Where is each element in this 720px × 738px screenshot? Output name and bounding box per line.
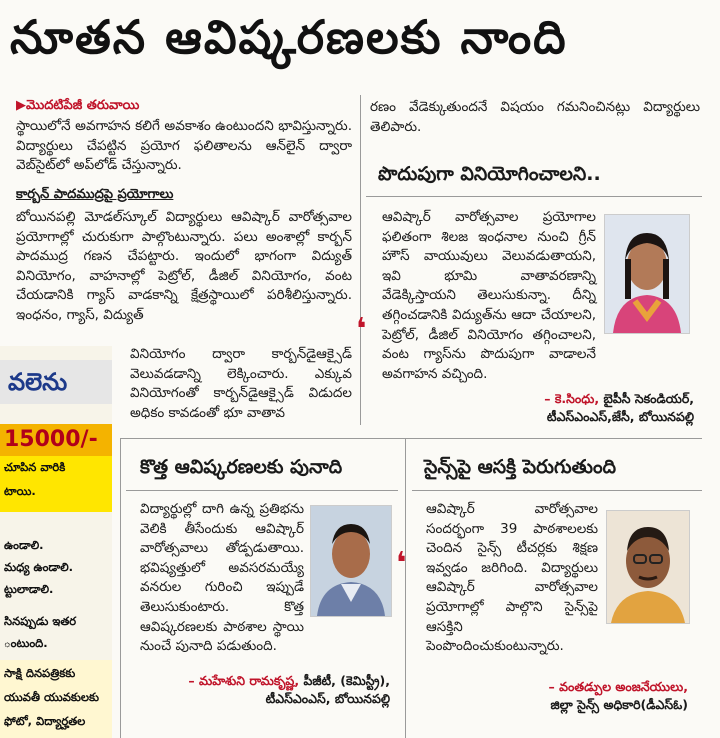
box1-byline xyxy=(480,390,694,426)
photo-officer-anjaneyulu xyxy=(606,510,690,624)
ad-line: చూపిన వారికి xyxy=(4,460,66,474)
box3-author-name: – వంతడ్పుల అంజనేయులు, xyxy=(548,679,688,694)
photo-teacher-ramakrishna xyxy=(310,505,392,617)
ad-line: ఫోటో, విద్యార్హతల xyxy=(4,714,86,728)
ad-line: సినప్పుడు ఇతర xyxy=(4,614,77,628)
box2-left-rule xyxy=(120,438,121,738)
ad-line: సాక్షి దినపత్రికకు xyxy=(4,666,76,680)
box2-author-role1: పీజీటీ, (కెమిస్ట్రీ), xyxy=(303,673,390,688)
box3-top-rule xyxy=(412,490,702,491)
box2-title: కొత్త ఆవిష్కరణలకు పునాది xyxy=(140,456,343,478)
box3-byline xyxy=(426,678,688,714)
quote-mark-icon: ❛ xyxy=(356,312,367,347)
quote-mark-icon: ❛ xyxy=(396,546,407,581)
box3-left-rule xyxy=(405,438,406,738)
col1-para3: వినియోగం ద్వారా కార్బన్‌డైఆక్సైడ్ వెలువడడాన్ని లెక్కించారు. ఎక్కువ వినియోగంతో కార్బన్‌డైఆక్సైడ్ విడుదల అధికం కావడంతో భూ వాతావ xyxy=(130,346,352,421)
box2-author-role2: టీఎస్‌ఎంఎస్, బోయినపల్లి xyxy=(265,691,390,706)
lower-section-rule xyxy=(120,438,702,439)
box2-top-rule xyxy=(126,490,398,491)
box1-title: పొదుపుగా వినియోగించాలని.. xyxy=(378,163,601,185)
ad-line: ట్టులాడాలి. xyxy=(4,582,54,596)
col2-para1: రణం వేడెక్కుతుందనే విషయం గమనించినట్లు విద్యార్థులు తెలిపారు. xyxy=(370,99,700,135)
ad-title: వలెను xyxy=(0,360,112,404)
box3-text: ఆవిష్కార్ వారోత్సవాల సందర్భంగా 39 పాఠశాలలకు చెందిన సైన్స్ టీచర్లకు శిక్షణ ఇవ్వడం జరిగింది. విద్యార్థులు ఆవిష్కార్ వారోత్సవాల ప్రయోగాల్లో పాల్గొని సైన్స్‌పై ఆసక్తిని పెంపొందించుకుంటున్నారు. xyxy=(426,501,598,655)
ad-line: ంటుంది. xyxy=(4,636,48,650)
ad-line: టాయి. xyxy=(4,484,36,498)
box3-author-role: జిల్లా సైన్స్ అధికారి(డీఎస్‌ఓ) xyxy=(550,697,688,712)
col1-para1: స్థాయిలోనే అవగాహన కలిగే అవకాశం ఉంటుందని భావిస్తున్నారు. విద్యార్థులు చేపట్టిన ప్రయోగ ఫలితాలను ఆన్‌లైన్ ద్వారా వెబ్‌సైట్‌లో అప్‌లోడ్ చేస్తున్నారు. xyxy=(16,118,352,174)
box1-author-name: – కె.సింధు, xyxy=(544,391,600,406)
column-divider xyxy=(360,95,361,425)
box1-author-role1: బైపీసీ సెకండియర్, xyxy=(603,391,694,406)
ad-line: ఉండాలి. xyxy=(4,538,44,552)
box2-author-name: – మహేశుని రామకృష్ణ, xyxy=(188,673,300,688)
box3-title: సైన్స్‌పై ఆసక్తి పెరుగుతుంది xyxy=(424,456,617,478)
page-headline: నూతన ఆవిష్కరణలకు నాంది xyxy=(10,10,568,64)
box2-text: విద్యార్థుల్లో దాగి ఉన్న ప్రతిభను వెలికి తీసేందుకు ఆవిష్కార్ వారోత్సవాలు తోడ్పడుతాయి. భవిష్యత్తులో అవసరమయ్యే వనరుల గురించి ఇప్పుడే తెలుసుకుంటారు. కొత్త ఆవిష్కరణలకు పాఠశాల స్థాయి నుంచే పునాది పడుతుంది. xyxy=(140,501,304,655)
box2-byline xyxy=(140,672,390,708)
ad-line: మధ్య ఉండాలి. xyxy=(4,560,74,574)
box1-top-rule xyxy=(366,196,702,197)
ad-price: 15000/- xyxy=(0,424,112,456)
continued-kicker: ▶మొదటిపేజీ తరువాయి xyxy=(16,98,140,113)
col1-para2: బోయినపల్లి మోడల్‌స్కూల్ విద్యార్థులు ఆవిష్కార్ వారోత్సవాల ప్రయోగాల్లో చురుకుగా పాల్గొంటున్నారు. పలు అంశాల్లో కార్బన్ పాదముద్ర గణన చేపట్టారు. ఇందులో భాగంగా విద్యుత్ వినియోగం, వాహనాల్లో పెట్రోల్, డీజిల్ వినియోగం, వంట చేయడానికి గ్యాస్ వాడకాన్ని క్షేత్రస్థాయిలో పరిశీలిస్తున్నారు. ఇంధనం, గ్యాస్, విద్యుత్ xyxy=(16,209,352,323)
col1-subhead: కార్బన్ పాదముద్రపై ప్రయోగాలు xyxy=(16,187,174,202)
photo-student-sindhu xyxy=(604,214,690,334)
box1-author-role2: టీఎస్‌ఎంఎస్,జేసీ, బోయినపల్లి xyxy=(546,409,694,424)
box1-text-top: ఆవిష్కార్ వారోత్సవాల ప్రయోగాల ఫలితంగా శిలజ ఇంధనాల నుంచి గ్రీన్ హౌస్ వాయువులు వెలువడుతాయని, ఇవి భూమి వాతావరణాన్ని వేడెక్కిస్తాయని తెలుసుకున్నా. దీన్ని తగ్గించడానికి విద్యుత్‌ను ఆదా చేయాలని, పెట్రోల్, డీజిల్ వినియోగం తగ్గించాలని, వంట గ్యాస్‌ను పొదుపుగా వాడాలనే అవగాహన వచ్చింది. xyxy=(382,209,596,382)
ad-line: యువతీ యువకులకు xyxy=(4,690,100,704)
